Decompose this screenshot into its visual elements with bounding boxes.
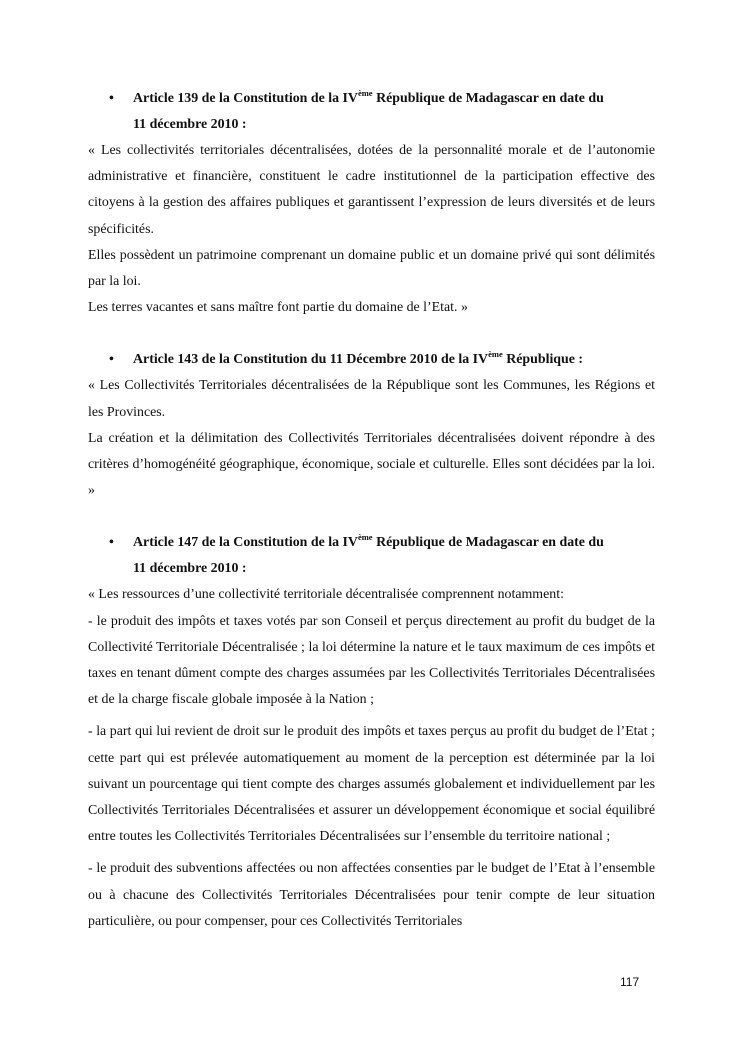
heading-text-cont: République de Madagascar en date du: [372, 535, 604, 551]
heading-text: Article 139 de la Constitution de la IV: [133, 91, 358, 106]
article-147-heading: [88, 530, 655, 582]
document-page: [88, 86, 655, 935]
article-139-heading: [88, 86, 655, 138]
heading-superscript: ème: [357, 532, 373, 543]
page-number: 117: [620, 975, 640, 989]
paragraph: Elles possèdent un patrimoine comprenant un domaine public et un domaine privé qui sont délimités par la loi.: [88, 247, 655, 290]
heading-date: 11 décembre 2010 :: [133, 117, 247, 132]
heading-text: Article 147 de la Constitution de la IV: [133, 535, 358, 551]
article-143-heading: [88, 347, 655, 373]
paragraph: « Les collectivités territoriales décentralisées, dotées de la personnalité morale et de l’autonomie administrative et financière, constituent le cadre institutionnel de la participation effective des citoyens à la gestion des affaires publiques et garantissent l’expression de leurs diversités et de leurs spécificités.: [88, 143, 655, 237]
paragraph: - la part qui lui revient de droit sur le produit des impôts et taxes perçus au profit du budget de l’Etat ; cette part qui est prélevée automatiquement au moment de la perception est déterminée par la loi suivant un pourcentage qui tient compte des charges assumés globalement et individuellement par les Collectivités Territoriales Décentralisées et assurer un développement économique et social équilibré entre toutes les Collectivités Territoriales Décentralisées sur l’ensemble du territoire national ;: [88, 724, 655, 845]
heading-text-cont: République de Madagascar en date du: [372, 91, 604, 106]
paragraph: « Les ressources d’une collectivité territoriale décentralisée comprennent notamment:: [88, 587, 564, 603]
heading-text-cont: République :: [502, 352, 584, 368]
paragraph: - le produit des subventions affectées ou non affectées consenties par le budget de l’Etat à l’ensemble ou à chacune des Collectivités Territoriales Décentralisées pour tenir compte de leur situation particulière, ou pour compenser, pour ces Collectivités Territoriales: [88, 861, 655, 929]
paragraph: Les terres vacantes et sans maître font partie du domaine de l’Etat. »: [88, 300, 468, 316]
heading-date: 11 décembre 2010 :: [133, 561, 247, 577]
heading-superscript: ème: [488, 349, 503, 360]
bullet-icon: •: [109, 352, 114, 368]
bullet-icon: •: [109, 91, 114, 106]
paragraph: La création et la délimitation des Collectivités Territoriales décentralisées doivent répondre à des critères d’homogénéité géographique, économique, sociale et culturelle. Elles sont décidées par la loi. »: [88, 430, 655, 499]
paragraph: - le produit des impôts et taxes votés par son Conseil et perçus directement au profit du budget de la Collectivité Territoriale Décentralisée ; la loi détermine la nature et le taux maximum de ces impôts et taxes en tenant dûment compte des charges assumées par les Collectivités Territoriales Décentralisées et de la charge fiscale globale imposée à la Nation ;: [88, 613, 655, 708]
heading-superscript: ème: [357, 88, 373, 98]
heading-text: Article 143 de la Constitution du 11 Décembre 2010 de la IV: [133, 352, 489, 368]
paragraph: « Les Collectivités Territoriales décentralisées de la République sont les Communes, les Régions et les Provinces.: [88, 378, 655, 420]
bullet-icon: •: [109, 535, 114, 551]
